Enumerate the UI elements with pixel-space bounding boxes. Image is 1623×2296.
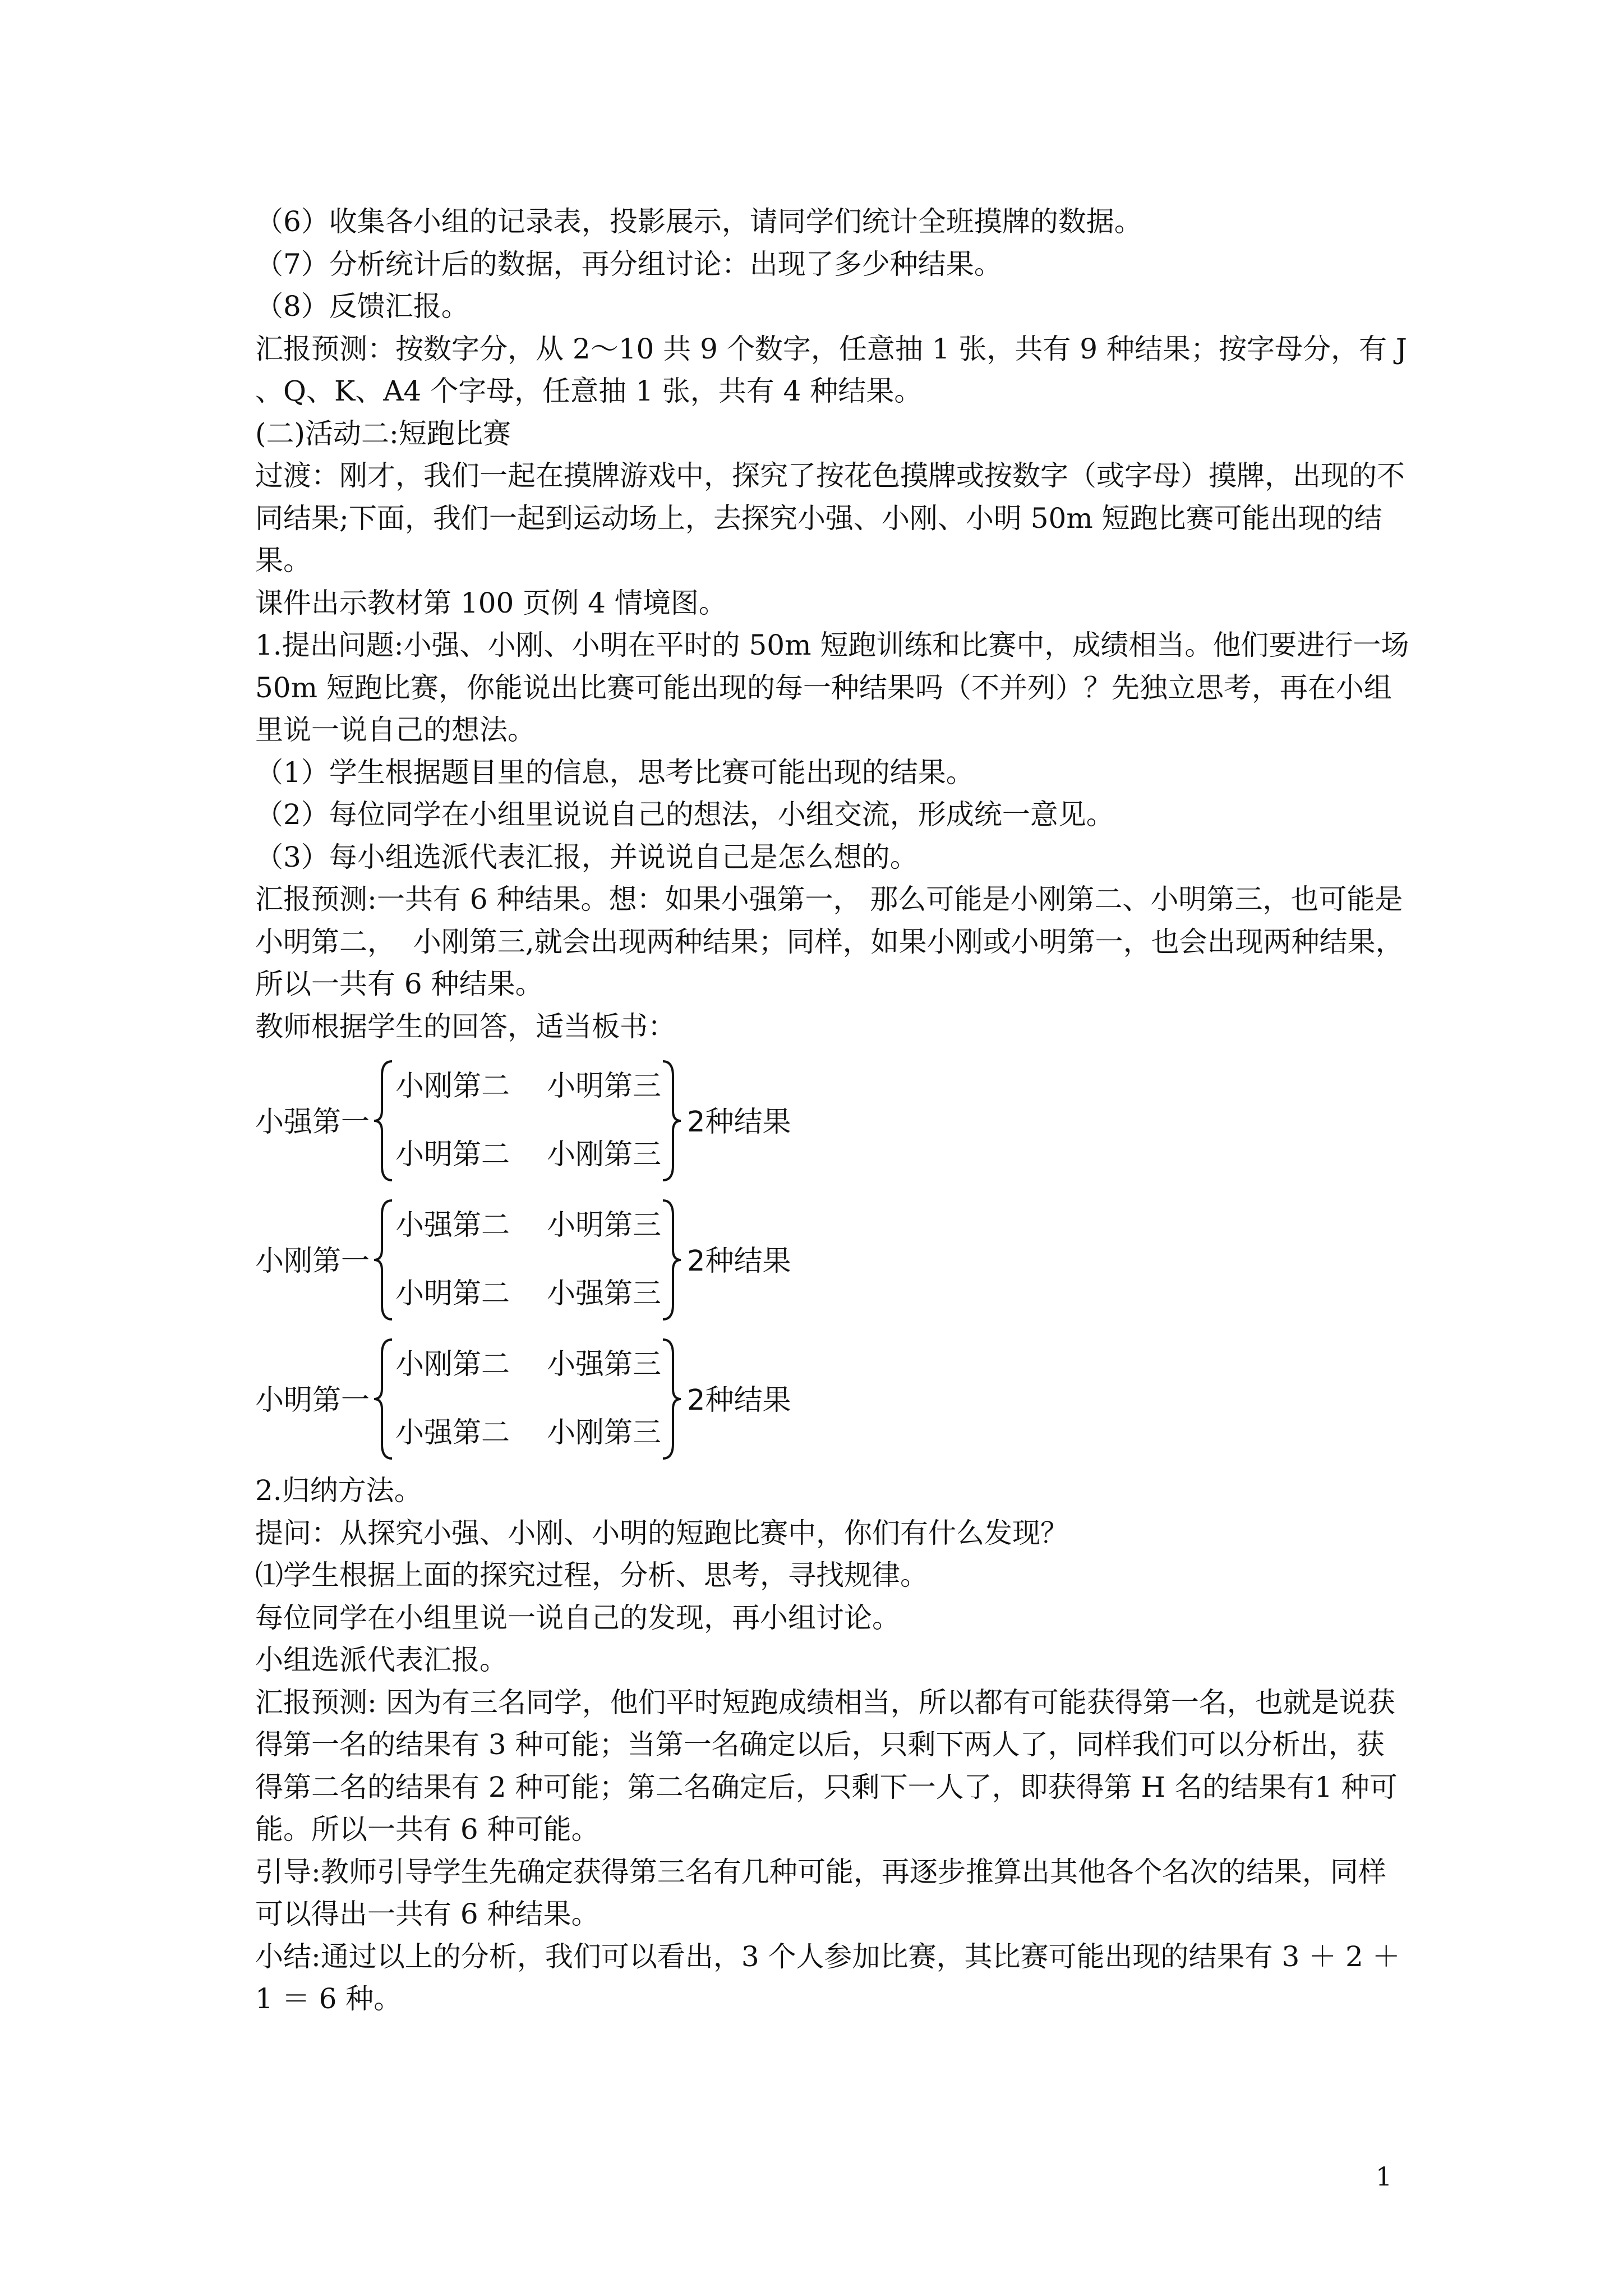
paragraph: 汇报预测: 因为有三名同学，他们平时短跑成绩相当，所以都有可能获得第一名，也就是说获得第一名的结果有 3 种可能；当第一名确定以后，只剩下两人了，同样我们可以分析出，获得第二名的结果有 2 种可能；第二名确定后，只剩下一人了，即获得第 H 名的结果有1 种可能。所以一共有 6 种可能。 <box>255 1686 1398 1846</box>
paragraph: （8）反馈汇报。 <box>255 290 469 323</box>
board-item: 小明第二 <box>395 1277 510 1310</box>
left-brace-icon <box>372 1198 394 1322</box>
board-item: 小强第三 <box>547 1348 662 1381</box>
board-group <box>255 1331 1410 1470</box>
paragraph: 汇报预测:一共有 6 种结果。想：如果小强第一， 那么可能是小刚第二、小明第三，也可能是小明第二， 小刚第三,就会出现两种结果；同样，如果小刚或小明第一，也会出现两种结果，所以一共有 6 种结果。 <box>255 883 1404 1000</box>
board-item: 小强第二 <box>395 1416 510 1450</box>
paragraph: 小组选派代表汇报。 <box>255 1644 508 1676</box>
page-number: 1 <box>1376 2161 1393 2192</box>
section-heading: (二)活动二:短跑比赛 <box>255 417 511 450</box>
paragraph: 课件出示教材第 100 页例 4 情境图。 <box>255 586 727 619</box>
board-item: 小明第三 <box>547 1209 662 1242</box>
board-item: 小刚第二 <box>395 1070 510 1103</box>
board-item: 小明第二 <box>395 1138 510 1171</box>
paragraph: 过渡：刚才，我们一起在摸牌游戏中，探究了按花色摸牌或按数字（或字母）摸牌，出现的不同结果;下面，我们一起到运动场上，去探究小强、小刚、小明 50m 短跑比赛可能出现的结果。 <box>255 459 1405 577</box>
board-lead: 小刚第一 <box>255 1245 370 1278</box>
board-result: 2种结果 <box>687 1384 791 1417</box>
document-body <box>255 201 1418 2021</box>
board-item: 小刚第三 <box>547 1416 662 1450</box>
board-item: 小明第三 <box>547 1070 662 1103</box>
right-brace-icon <box>661 1198 683 1322</box>
paragraph: 1.提出问题:小强、小刚、小明在平时的 50m 短跑训练和比赛中，成绩相当。他们要进行一场 50m 短跑比赛，你能说出比赛可能出现的每一种结果吗（不并列）？先独立思考，再在小组里说一说自己的想法。 <box>255 629 1418 746</box>
paragraph: （6）收集各小组的记录表，投影展示，请同学们统计全班摸牌的数据。 <box>255 205 1142 238</box>
left-brace-icon <box>372 1059 394 1182</box>
right-brace-icon <box>661 1059 683 1182</box>
board-lead: 小明第一 <box>255 1384 370 1417</box>
paragraph: 汇报预测：按数字分，从 2～10 共 9 个数字，任意抽 1 张，共有 9 种结果；按字母分，有 J 、Q、K、A4 个字母，任意抽 1 张，共有 4 种结果。 <box>255 332 1416 407</box>
paragraph: （7）分析统计后的数据，再分组讨论：出现了多少种结果。 <box>255 247 1002 280</box>
board-writing <box>255 1052 1410 1470</box>
board-result: 2种结果 <box>687 1245 791 1278</box>
board-item: 小刚第三 <box>547 1138 662 1171</box>
board-group <box>255 1052 1410 1191</box>
paragraph: 引导:教师引导学生先确定获得第三名有几种可能，再逐步推算出其他各个名次的结果，同样可以得出一共有 6 种结果。 <box>255 1855 1386 1930</box>
board-result: 2种结果 <box>687 1106 791 1139</box>
left-brace-icon <box>372 1337 394 1461</box>
paragraph: 每位同学在小组里说一说自己的发现，再小组讨论。 <box>255 1601 900 1634</box>
paragraph: （3）每小组选派代表汇报，并说说自己是怎么想的。 <box>255 840 918 873</box>
right-brace-icon <box>661 1337 683 1461</box>
board-lead: 小强第一 <box>255 1106 370 1139</box>
paragraph: 教师根据学生的回答，适当板书： <box>255 1010 676 1043</box>
paragraph: 2.归纳方法。 <box>255 1474 422 1507</box>
board-item: 小强第二 <box>395 1209 510 1242</box>
paragraph: （1）学生根据题目里的信息，思考比赛可能出现的结果。 <box>255 756 974 789</box>
paragraph: 提问：从探究小强、小刚、小明的短跑比赛中，你们有什么发现？ <box>255 1516 1068 1549</box>
paragraph: （2）每位同学在小组里说说自己的想法，小组交流，形成统一意见。 <box>255 798 1114 831</box>
board-item: 小刚第二 <box>395 1348 510 1381</box>
paragraph: 小结:通过以上的分析，我们可以看出，3 个人参加比赛，其比赛可能出现的结果有 3 ＋ 2 ＋ 1 ＝ 6 种。 <box>255 1940 1409 2015</box>
board-group <box>255 1191 1410 1331</box>
board-item: 小强第三 <box>547 1277 662 1310</box>
paragraph: ⑴学生根据上面的探究过程，分析、思考，寻找规律。 <box>255 1559 928 1591</box>
